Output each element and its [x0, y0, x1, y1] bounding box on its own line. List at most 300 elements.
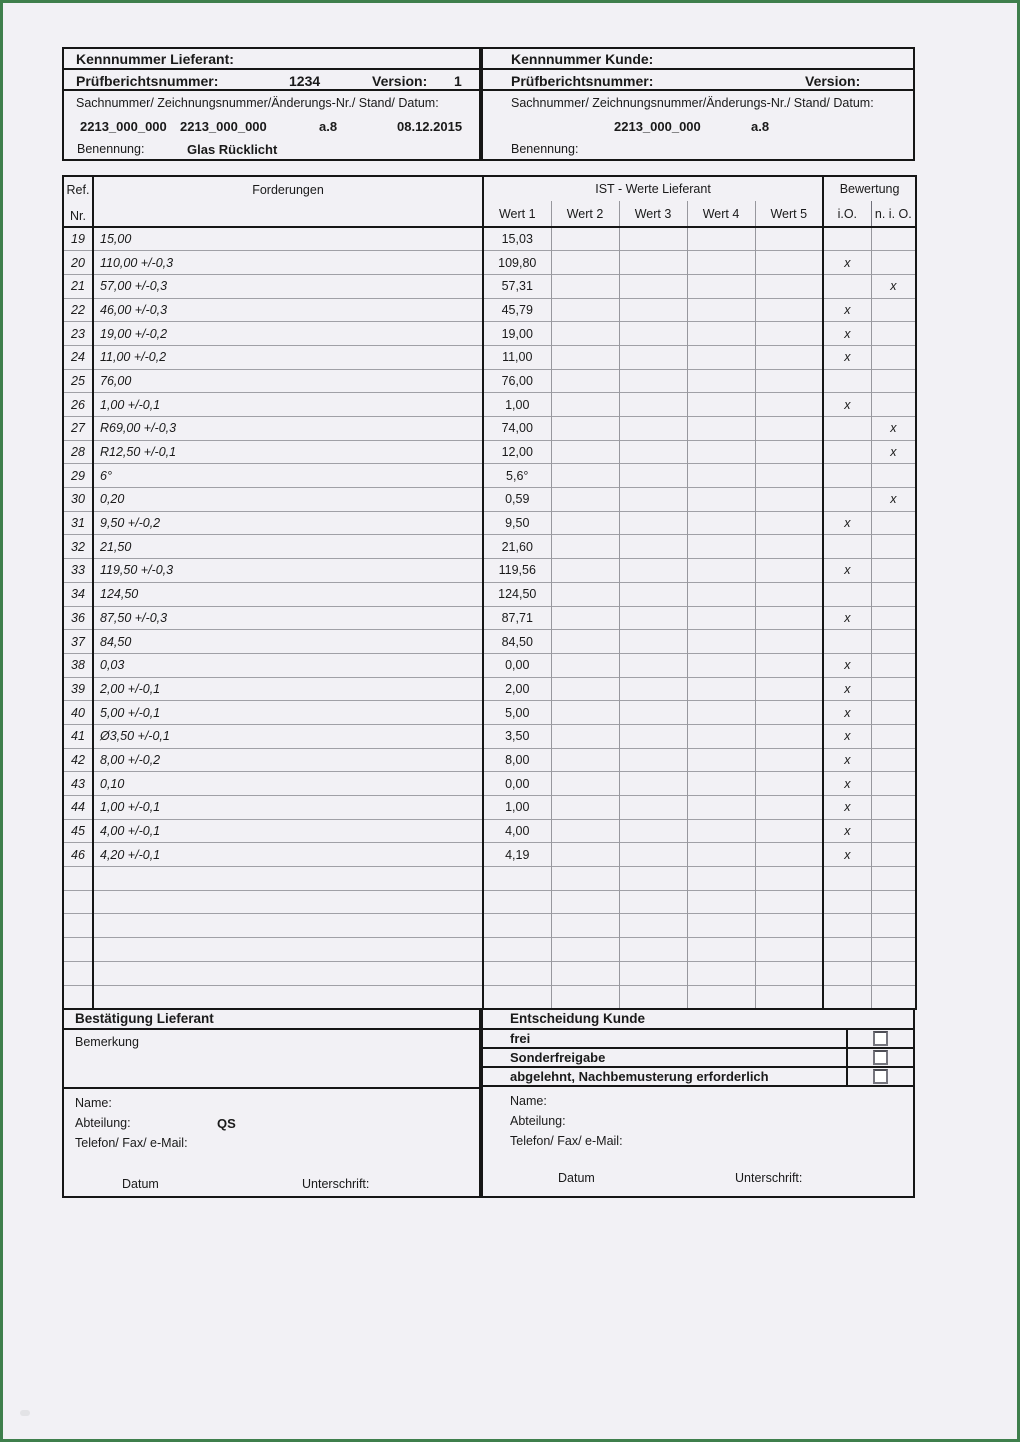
- decision-checkbox[interactable]: [873, 1031, 888, 1046]
- decision-option-row: [483, 1049, 913, 1068]
- wert2-cell: [551, 251, 619, 275]
- ok-mark-cell: x: [823, 511, 871, 535]
- wert1-cell: 1,00: [483, 393, 551, 417]
- wert4-cell: [687, 345, 755, 369]
- table-row: [63, 985, 916, 1009]
- wert3-cell: [619, 417, 687, 441]
- wert4-cell: [687, 559, 755, 583]
- wert5-cell: [755, 843, 823, 867]
- wert4-cell: [687, 298, 755, 322]
- wert2-column-header: Wert 2: [551, 201, 619, 227]
- wert5-cell: [755, 227, 823, 251]
- forderung-cell: 0,10: [93, 772, 483, 796]
- wert1-cell: 11,00: [483, 345, 551, 369]
- remark-area: [64, 1030, 479, 1089]
- not-ok-mark-cell: [871, 322, 916, 346]
- wert2-cell: [551, 867, 619, 891]
- wert1-cell: 3,50: [483, 724, 551, 748]
- wert4-cell: [687, 677, 755, 701]
- ref-nr-cell: 32: [63, 535, 93, 559]
- wert5-cell: [755, 464, 823, 488]
- wert1-cell: 9,50: [483, 511, 551, 535]
- not-ok-mark-cell: [871, 677, 916, 701]
- part-number-value: 2213_000_000: [614, 119, 701, 134]
- wert3-cell: [619, 843, 687, 867]
- table-row: [63, 961, 916, 985]
- customer-decision-block: [481, 1008, 915, 1198]
- supplier-id-label: Kennnummer Lieferant:: [76, 50, 234, 67]
- signature-section: [62, 1008, 915, 1198]
- forderung-cell: 0,03: [93, 653, 483, 677]
- forderung-cell: 124,50: [93, 582, 483, 606]
- wert2-cell: [551, 724, 619, 748]
- wert3-cell: [619, 867, 687, 891]
- nr-label: Nr.: [70, 208, 86, 223]
- wert1-cell: 84,50: [483, 630, 551, 654]
- wert3-cell: [619, 440, 687, 464]
- wert2-cell: [551, 393, 619, 417]
- decision-checkbox-zone: [848, 1068, 913, 1085]
- not-ok-mark-cell: [871, 843, 916, 867]
- wert4-cell: [687, 606, 755, 630]
- decision-checkbox-zone: [848, 1049, 913, 1066]
- report-number-label: Prüfberichtsnummer:: [511, 73, 654, 89]
- decision-options: [483, 1030, 913, 1087]
- ref-nr-cell: 36: [63, 606, 93, 630]
- wert2-cell: [551, 796, 619, 820]
- forderung-cell: 2,00 +/-0,1: [93, 677, 483, 701]
- wert1-cell: 5,00: [483, 701, 551, 725]
- part-number-header-label: Sachnummer/ Zeichnungsnummer/Änderungs-Nr./ Stand/ Datum:: [76, 96, 439, 110]
- date-label: Datum: [122, 1176, 159, 1191]
- wert4-cell: [687, 440, 755, 464]
- forderung-cell: R12,50 +/-0,1: [93, 440, 483, 464]
- table-row: [63, 227, 916, 251]
- wert4-cell: [687, 701, 755, 725]
- wert2-cell: [551, 772, 619, 796]
- wert3-cell: [619, 488, 687, 512]
- wert1-cell: 45,79: [483, 298, 551, 322]
- table-row: [63, 274, 916, 298]
- ok-mark-cell: [823, 985, 871, 1009]
- not-ok-mark-cell: [871, 369, 916, 393]
- ref-label: Ref.: [66, 182, 90, 197]
- wert1-cell: 87,71: [483, 606, 551, 630]
- forderung-cell: 4,20 +/-0,1: [93, 843, 483, 867]
- ref-nr-cell: 45: [63, 819, 93, 843]
- requirements-table: [62, 175, 917, 1010]
- version-label: Version:: [805, 73, 861, 89]
- table-row: [63, 559, 916, 583]
- requirements-column-header: Forderungen: [93, 176, 483, 227]
- not-ok-mark-cell: [871, 796, 916, 820]
- ok-mark-cell: x: [823, 322, 871, 346]
- not-ok-mark-cell: [871, 748, 916, 772]
- table-row: [63, 511, 916, 535]
- ok-mark-cell: [823, 274, 871, 298]
- wert3-cell: [619, 322, 687, 346]
- wert5-cell: [755, 961, 823, 985]
- table-row: [63, 748, 916, 772]
- forderung-cell: 84,50: [93, 630, 483, 654]
- ok-mark-cell: [823, 582, 871, 606]
- wert2-cell: [551, 701, 619, 725]
- wert1-cell: [483, 867, 551, 891]
- wert3-cell: [619, 796, 687, 820]
- wert2-cell: [551, 961, 619, 985]
- ok-mark-cell: [823, 464, 871, 488]
- ok-mark-cell: [823, 488, 871, 512]
- not-ok-mark-cell: [871, 819, 916, 843]
- wert1-cell: 0,59: [483, 488, 551, 512]
- wert1-cell: 15,03: [483, 227, 551, 251]
- ok-mark-cell: [823, 369, 871, 393]
- ok-mark-cell: x: [823, 796, 871, 820]
- wert4-cell: [687, 961, 755, 985]
- decision-option-label: abgelehnt, Nachbemusterung erforderlich: [483, 1068, 848, 1085]
- not-ok-mark-cell: [871, 393, 916, 417]
- forderung-cell: 19,00 +/-0,2: [93, 322, 483, 346]
- ok-mark-cell: x: [823, 748, 871, 772]
- wert3-cell: [619, 251, 687, 275]
- wert1-cell: 0,00: [483, 772, 551, 796]
- ok-mark-cell: x: [823, 843, 871, 867]
- wert2-cell: [551, 298, 619, 322]
- decision-checkbox[interactable]: [873, 1050, 888, 1065]
- wert2-cell: [551, 274, 619, 298]
- table-row: [63, 653, 916, 677]
- not-ok-column-header: n. i. O.: [874, 206, 912, 221]
- supplier-id-row: [62, 47, 481, 70]
- decision-option-label: frei: [483, 1030, 848, 1047]
- wert3-cell: [619, 677, 687, 701]
- wert3-cell: [619, 393, 687, 417]
- wert3-cell: [619, 511, 687, 535]
- forderung-cell: 76,00: [93, 369, 483, 393]
- wert3-cell: [619, 274, 687, 298]
- not-ok-mark-cell: [871, 890, 916, 914]
- wert2-cell: [551, 890, 619, 914]
- table-row: [63, 677, 916, 701]
- wert2-cell: [551, 345, 619, 369]
- not-ok-mark-cell: [871, 535, 916, 559]
- wert5-cell: [755, 251, 823, 275]
- report-number-value: 1234: [289, 73, 321, 89]
- wert3-cell: [619, 582, 687, 606]
- wert4-cell: [687, 322, 755, 346]
- wert4-cell: [687, 488, 755, 512]
- wert2-cell: [551, 630, 619, 654]
- ref-nr-cell: 21: [63, 274, 93, 298]
- table-row: [63, 535, 916, 559]
- ok-mark-cell: [823, 961, 871, 985]
- wert3-cell: [619, 890, 687, 914]
- date-label: Datum: [558, 1170, 595, 1185]
- forderung-cell: [93, 961, 483, 985]
- ok-mark-cell: x: [823, 724, 871, 748]
- forderung-cell: 4,00 +/-0,1: [93, 819, 483, 843]
- ref-nr-cell: 30: [63, 488, 93, 512]
- part-number-value: 2213_000_000: [80, 119, 167, 134]
- forderung-cell: 57,00 +/-0,3: [93, 274, 483, 298]
- not-ok-mark-cell: [871, 630, 916, 654]
- not-ok-mark-cell: [871, 724, 916, 748]
- ok-mark-cell: [823, 890, 871, 914]
- supplier-header-block: [62, 47, 481, 161]
- ok-mark-cell: [823, 914, 871, 938]
- table-row: [63, 938, 916, 962]
- table-row: [63, 251, 916, 275]
- wert3-cell: [619, 535, 687, 559]
- wert5-column-header: Wert 5: [755, 201, 823, 227]
- wert2-cell: [551, 440, 619, 464]
- ok-column-header: i.O.: [823, 201, 871, 227]
- wert1-cell: 57,31: [483, 274, 551, 298]
- forderung-cell: 9,50 +/-0,2: [93, 511, 483, 535]
- forderung-cell: [93, 914, 483, 938]
- not-ok-mark-cell: [871, 701, 916, 725]
- wert3-cell: [619, 559, 687, 583]
- ref-nr-column-header: [63, 176, 93, 227]
- not-ok-mark-cell: [871, 511, 916, 535]
- wert4-cell: [687, 890, 755, 914]
- wert4-cell: [687, 464, 755, 488]
- wert5-cell: [755, 298, 823, 322]
- forderung-cell: [93, 985, 483, 1009]
- wert3-cell: [619, 938, 687, 962]
- table-row: [63, 819, 916, 843]
- forderung-cell: 46,00 +/-0,3: [93, 298, 483, 322]
- ref-nr-cell: [63, 867, 93, 891]
- wert5-cell: [755, 345, 823, 369]
- table-row: [63, 890, 916, 914]
- ok-mark-cell: x: [823, 298, 871, 322]
- ref-nr-cell: 27: [63, 417, 93, 441]
- wert4-cell: [687, 582, 755, 606]
- wert2-cell: [551, 748, 619, 772]
- table-row: [63, 345, 916, 369]
- wert2-cell: [551, 985, 619, 1009]
- wert4-column-header: Wert 4: [687, 201, 755, 227]
- wert3-cell: [619, 819, 687, 843]
- forderung-cell: [93, 867, 483, 891]
- wert5-cell: [755, 867, 823, 891]
- wert5-cell: [755, 748, 823, 772]
- wert5-cell: [755, 653, 823, 677]
- revision-value: a.8: [319, 119, 338, 134]
- wert5-cell: [755, 724, 823, 748]
- ref-nr-cell: 29: [63, 464, 93, 488]
- wert5-cell: [755, 985, 823, 1009]
- wert4-cell: [687, 843, 755, 867]
- customer-part-info-row: [481, 89, 915, 161]
- ok-mark-cell: x: [823, 701, 871, 725]
- not-ok-mark-cell: [871, 867, 916, 891]
- wert5-cell: [755, 701, 823, 725]
- ok-mark-cell: x: [823, 251, 871, 275]
- wert2-cell: [551, 914, 619, 938]
- wert5-cell: [755, 914, 823, 938]
- wert5-cell: [755, 322, 823, 346]
- ref-nr-cell: 26: [63, 393, 93, 417]
- signature-label: Unterschrift:: [735, 1170, 803, 1185]
- ok-mark-cell: [823, 227, 871, 251]
- remark-label: Bemerkung: [75, 1034, 139, 1049]
- customer-id-row: [481, 47, 915, 70]
- wert2-cell: [551, 369, 619, 393]
- wert4-cell: [687, 511, 755, 535]
- wert1-cell: [483, 890, 551, 914]
- revision-value: a.8: [751, 119, 770, 134]
- wert2-cell: [551, 322, 619, 346]
- designation-value: Glas Rücklicht: [187, 142, 278, 157]
- forderung-cell: R69,00 +/-0,3: [93, 417, 483, 441]
- name-label: Name:: [510, 1093, 547, 1108]
- decision-option-row: [483, 1068, 913, 1087]
- supplier-report-number-row: [62, 68, 481, 91]
- forderung-cell: 1,00 +/-0,1: [93, 796, 483, 820]
- table-row: [63, 322, 916, 346]
- supplier-part-info-row: [62, 89, 481, 161]
- designation-label: Benennung:: [77, 142, 145, 156]
- wert4-cell: [687, 369, 755, 393]
- not-ok-mark-cell: x: [890, 445, 897, 460]
- not-ok-mark-cell: [871, 559, 916, 583]
- wert3-cell: [619, 985, 687, 1009]
- table-row: [63, 417, 916, 441]
- document-header: [62, 47, 915, 161]
- phone-fax-email-label: Telefon/ Fax/ e-Mail:: [75, 1135, 188, 1150]
- wert1-cell: 1,00: [483, 796, 551, 820]
- wert4-cell: [687, 985, 755, 1009]
- forderung-cell: 8,00 +/-0,2: [93, 748, 483, 772]
- table-row: [63, 369, 916, 393]
- wert4-cell: [687, 227, 755, 251]
- ref-nr-cell: 25: [63, 369, 93, 393]
- not-ok-mark-cell: [871, 582, 916, 606]
- report-number-label: Prüfberichtsnummer:: [76, 73, 219, 89]
- wert5-cell: [755, 630, 823, 654]
- requirements-tbody: [63, 227, 916, 1009]
- ok-mark-cell: [823, 938, 871, 962]
- wert1-cell: [483, 985, 551, 1009]
- ref-nr-cell: 28: [63, 440, 93, 464]
- customer-id-label: Kennnummer Kunde:: [511, 50, 654, 67]
- wert1-cell: [483, 914, 551, 938]
- designation-label: Benennung:: [511, 142, 579, 156]
- wert5-cell: [755, 393, 823, 417]
- wert1-cell: 0,00: [483, 653, 551, 677]
- wert5-cell: [755, 582, 823, 606]
- ref-nr-cell: [63, 961, 93, 985]
- table-row: [63, 606, 916, 630]
- not-ok-mark-cell: [871, 251, 916, 275]
- table-row: [63, 796, 916, 820]
- ref-nr-cell: 38: [63, 653, 93, 677]
- decision-checkbox-zone: [848, 1030, 913, 1047]
- wert5-cell: [755, 772, 823, 796]
- wert3-cell: [619, 653, 687, 677]
- ref-nr-cell: 31: [63, 511, 93, 535]
- wert2-cell: [551, 653, 619, 677]
- wert1-cell: 109,80: [483, 251, 551, 275]
- ok-mark-cell: [823, 440, 871, 464]
- wert4-cell: [687, 914, 755, 938]
- wert2-cell: [551, 488, 619, 512]
- wert2-cell: [551, 464, 619, 488]
- table-row: [63, 440, 916, 464]
- wert1-cell: [483, 961, 551, 985]
- table-row: [63, 298, 916, 322]
- forderung-cell: 5,00 +/-0,1: [93, 701, 483, 725]
- customer-contact-block: [483, 1087, 913, 1190]
- forderung-cell: 1,00 +/-0,1: [93, 393, 483, 417]
- not-ok-mark-cell: [871, 772, 916, 796]
- wert5-cell: [755, 938, 823, 962]
- not-ok-mark-cell: [871, 914, 916, 938]
- ref-nr-cell: 33: [63, 559, 93, 583]
- wert1-cell: 2,00: [483, 677, 551, 701]
- wert2-cell: [551, 535, 619, 559]
- forderung-cell: 0,20: [93, 488, 483, 512]
- inspection-report-document: [62, 47, 915, 1198]
- customer-report-number-row: [481, 68, 915, 91]
- wert1-cell: 12,00: [483, 440, 551, 464]
- actual-values-group-header: IST - Werte Lieferant: [483, 176, 823, 201]
- wert4-cell: [687, 748, 755, 772]
- wert4-cell: [687, 724, 755, 748]
- not-ok-mark-cell: [871, 606, 916, 630]
- forderung-cell: 6°: [93, 464, 483, 488]
- forderung-cell: [93, 938, 483, 962]
- wert3-cell: [619, 345, 687, 369]
- wert4-cell: [687, 274, 755, 298]
- ref-nr-cell: 39: [63, 677, 93, 701]
- wert5-cell: [755, 606, 823, 630]
- wert1-cell: 5,6°: [483, 464, 551, 488]
- supplier-confirmation-title: Bestätigung Lieferant: [64, 1010, 479, 1030]
- wert5-cell: [755, 488, 823, 512]
- ref-nr-cell: 42: [63, 748, 93, 772]
- decision-checkbox[interactable]: [873, 1069, 888, 1084]
- table-header: [63, 176, 916, 227]
- wert3-cell: [619, 748, 687, 772]
- wert2-cell: [551, 938, 619, 962]
- wert5-cell: [755, 819, 823, 843]
- part-number-header-label: Sachnummer/ Zeichnungsnummer/Änderungs-Nr./ Stand/ Datum:: [511, 96, 874, 110]
- not-ok-mark-cell: [871, 298, 916, 322]
- wert5-cell: [755, 511, 823, 535]
- table-row: [63, 488, 916, 512]
- ref-nr-cell: 44: [63, 796, 93, 820]
- ok-mark-cell: [823, 535, 871, 559]
- decision-option-row: [483, 1030, 913, 1049]
- table-row: [63, 630, 916, 654]
- wert3-column-header: Wert 3: [619, 201, 687, 227]
- wert2-cell: [551, 417, 619, 441]
- ref-nr-cell: 46: [63, 843, 93, 867]
- wert5-cell: [755, 440, 823, 464]
- ok-mark-cell: x: [823, 677, 871, 701]
- wert5-cell: [755, 274, 823, 298]
- table-row: [63, 701, 916, 725]
- ref-nr-cell: 19: [63, 227, 93, 251]
- wert5-cell: [755, 796, 823, 820]
- ok-mark-cell: [823, 417, 871, 441]
- wert3-cell: [619, 701, 687, 725]
- ref-nr-cell: [63, 938, 93, 962]
- wert4-cell: [687, 653, 755, 677]
